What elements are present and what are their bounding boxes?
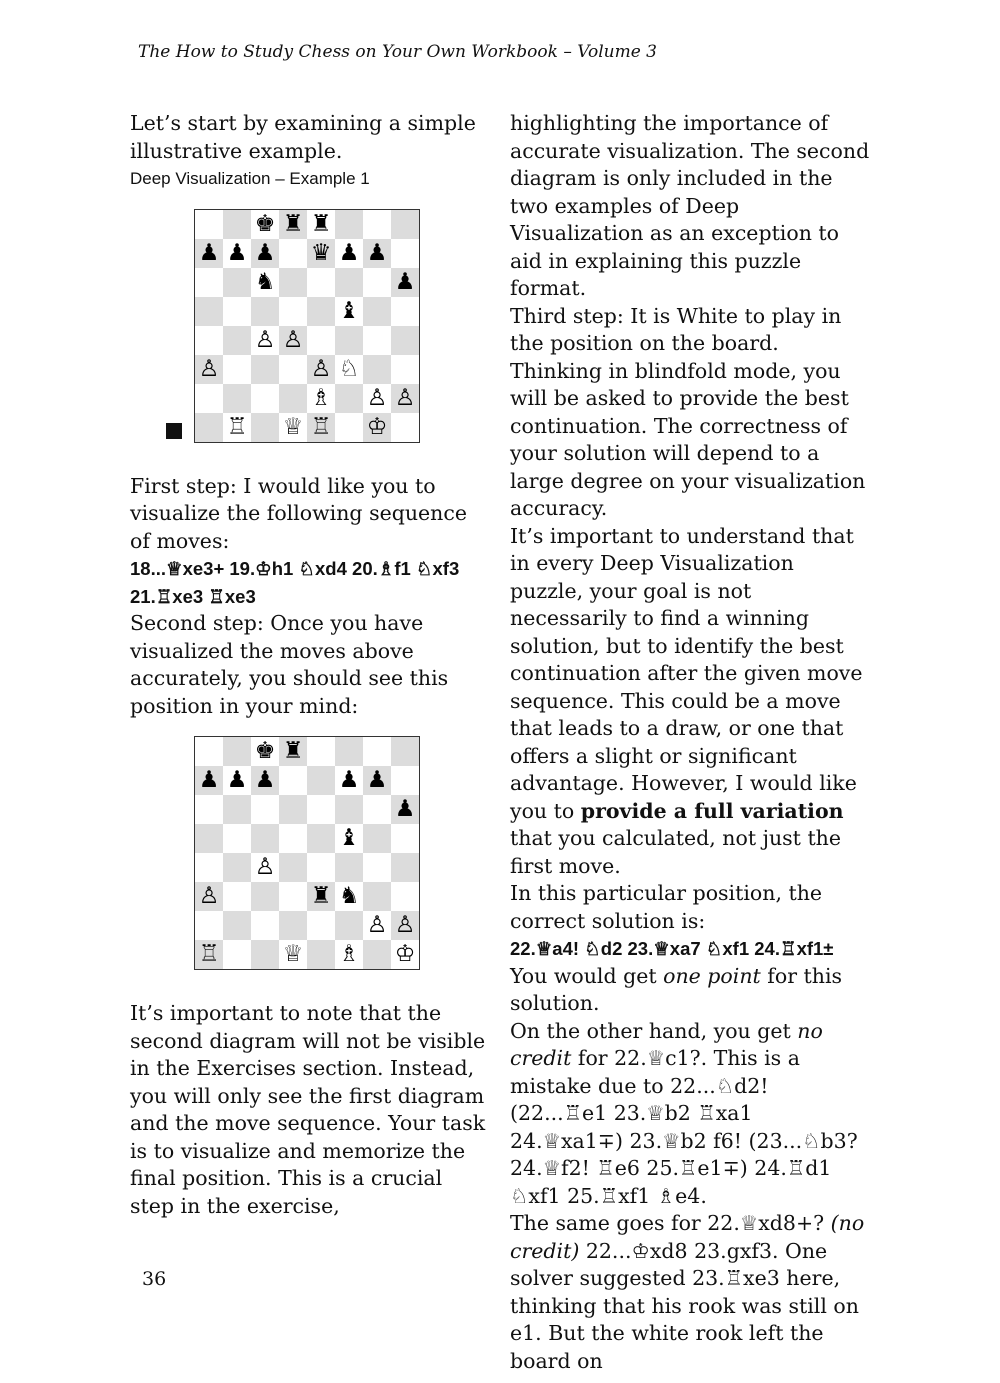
board-square (279, 824, 307, 853)
mistake-paragraph (510, 1018, 870, 1211)
board-square (279, 911, 307, 940)
chess-piece: ♟ (195, 239, 223, 268)
board-square (279, 355, 307, 384)
left-column (130, 110, 490, 1220)
chess-piece: ♟ (391, 268, 419, 297)
board-square (279, 297, 307, 326)
chess-piece: ♙ (363, 911, 391, 940)
board-square (335, 268, 363, 297)
board-square (391, 824, 419, 853)
chess-piece: ♟ (335, 766, 363, 795)
italic-phrase: (no credit) (510, 1211, 865, 1263)
chess-diagram-2 (194, 736, 420, 970)
chess-piece: ♛ (307, 239, 335, 268)
board-square (279, 239, 307, 268)
chess-piece: ♙ (391, 911, 419, 940)
note-paragraph: It’s important to note that the second diagram will not be visible in the Exercises section. Instead, you will only see the first diagram and the move sequence. Your task is to visualize and memorize the final position. This is a crucial step in the exercise, (130, 1001, 486, 1218)
text-span: It’s important to understand that in every Deep Visualization puzzle, your goal is not necessarily to find a winning solution, but to identify the best continuation after the given move sequence. This could be a move that leads to a draw, or one that offers a slight or significant advantage. However, I would like you to (510, 523, 863, 823)
board-square (363, 795, 391, 824)
board-square (223, 326, 251, 355)
board-square (195, 911, 223, 940)
diagram-caption: Deep Visualization – Example 1 (130, 169, 370, 188)
chess-piece: ♗ (335, 940, 363, 969)
right-column (510, 110, 870, 1375)
chess-piece: ♗ (307, 384, 335, 413)
board-square (391, 413, 419, 442)
board-square (307, 737, 335, 766)
chess-piece: ♟ (251, 766, 279, 795)
board-square (223, 882, 251, 911)
board-square (223, 853, 251, 882)
chess-piece: ♟ (391, 795, 419, 824)
chess-piece: ♙ (279, 326, 307, 355)
board-square (391, 326, 419, 355)
board-square (195, 795, 223, 824)
board-square (223, 940, 251, 969)
board-square (223, 297, 251, 326)
board-square (223, 355, 251, 384)
chess-diagram-1 (194, 209, 420, 443)
chess-piece: ♔ (363, 413, 391, 442)
board-square (335, 210, 363, 239)
chess-piece: ♜ (279, 737, 307, 766)
same-goes-paragraph (510, 1210, 870, 1375)
board-square (195, 384, 223, 413)
board-square (363, 210, 391, 239)
board-square (391, 355, 419, 384)
solution-moves: 22.♕a4! ♘d2 23.♕xa7 ♘xf1 24.♖xf1± (510, 938, 834, 959)
chess-piece: ♕ (279, 940, 307, 969)
chess-piece: ♞ (251, 268, 279, 297)
board-square (363, 268, 391, 297)
chess-piece: ♙ (251, 853, 279, 882)
chess-piece: ♟ (223, 766, 251, 795)
board-square (251, 297, 279, 326)
board-square (195, 297, 223, 326)
board-square (195, 326, 223, 355)
board-square (223, 824, 251, 853)
board-square (251, 384, 279, 413)
chess-piece: ♘ (335, 355, 363, 384)
chess-piece: ♙ (195, 355, 223, 384)
board-square (279, 882, 307, 911)
board-square (307, 326, 335, 355)
text-span: for 22.♕c1?. This is a mistake due to 22...♘d2! (22...♖e1 23.♕b2 ♖xa1 24.♕xa1∓) 23.♕b2 f6! (23...♘b3? 24.♕f2! ♖e6 25.♖e1∓) 24.♖d1 ♘xf1 25.♖xf1 ♗e4. (510, 1046, 858, 1208)
chess-piece: ♙ (195, 882, 223, 911)
running-header: The How to Study Chess on Your Own Workbook – Volume 3 (138, 42, 657, 62)
board-square (251, 413, 279, 442)
board-square (195, 853, 223, 882)
board-square (363, 824, 391, 853)
text-span: 22...♔xd8 23.gxf3. One solver suggested 23.♖xe3 here, thinking that his rook was still on e1. But the white rook left the board on (510, 1238, 859, 1373)
chess-piece: ♙ (391, 384, 419, 413)
board-square (307, 268, 335, 297)
board-square (363, 882, 391, 911)
board-square (251, 882, 279, 911)
board-square (335, 413, 363, 442)
chess-piece: ♜ (307, 882, 335, 911)
board-square (307, 297, 335, 326)
second-step-paragraph: Second step: Once you have visualized the moves above accurately, you should see this position in your mind: (130, 611, 449, 718)
board-square (391, 239, 419, 268)
board-square (251, 911, 279, 940)
chess-piece: ♚ (251, 210, 279, 239)
black-to-move-marker (166, 423, 182, 439)
board-square (335, 911, 363, 940)
chess-piece: ♙ (251, 326, 279, 355)
text-span: The same goes for 22.♕xd8+? (510, 1211, 831, 1235)
chess-piece: ♙ (363, 384, 391, 413)
chess-piece: ♔ (391, 940, 419, 969)
board-square (391, 882, 419, 911)
board-square (307, 824, 335, 853)
board-square (223, 210, 251, 239)
board-square (251, 355, 279, 384)
board-square (335, 326, 363, 355)
chess-piece: ♝ (335, 824, 363, 853)
chess-piece: ♖ (223, 413, 251, 442)
board-square (363, 737, 391, 766)
page-number: 36 (142, 1268, 167, 1290)
chess-piece: ♖ (307, 413, 335, 442)
board-square (391, 210, 419, 239)
chess-piece: ♟ (195, 766, 223, 795)
board-square (363, 355, 391, 384)
chess-piece: ♟ (251, 239, 279, 268)
bold-phrase: provide a full variation (580, 798, 844, 823)
board-square (279, 268, 307, 297)
board-square (307, 853, 335, 882)
board-square (223, 384, 251, 413)
board-square (223, 268, 251, 297)
board-square (195, 737, 223, 766)
scoring-paragraph (510, 963, 870, 1018)
board-square (335, 795, 363, 824)
first-step-paragraph: First step: I would like you to visualize the following sequence of moves: (130, 473, 467, 553)
chess-piece: ♚ (251, 737, 279, 766)
chess-piece: ♙ (307, 355, 335, 384)
italic-phrase: no credit (510, 1018, 823, 1070)
chess-piece: ♟ (335, 239, 363, 268)
board-square (307, 911, 335, 940)
board-square (391, 766, 419, 795)
board-square (195, 413, 223, 442)
third-step-paragraph: Third step: It is White to play in the position on the board. Thinking in blindfold mode, you will be asked to provide the best continuation. The correctness of your solution will depend to a large degree on your visualization accuracy. (510, 303, 866, 520)
board-square (195, 268, 223, 297)
board-square (363, 297, 391, 326)
chess-piece: ♖ (195, 940, 223, 969)
board-square (391, 297, 419, 326)
board-square (391, 853, 419, 882)
move-sequence: 18...♕xe3+ 19.♔h1 ♘xd4 20.♗f1 ♘xf3 21.♖xe3 ♖xe3 (130, 558, 460, 607)
board-square (279, 795, 307, 824)
chessboard (194, 209, 420, 443)
board-square (279, 384, 307, 413)
chessboard (194, 736, 420, 970)
board-square (223, 911, 251, 940)
board-square (335, 384, 363, 413)
solution-intro: In this particular position, the correct solution is: (510, 881, 823, 933)
board-square (251, 795, 279, 824)
text-span: You would get (510, 963, 664, 988)
board-square (363, 940, 391, 969)
board-square (335, 853, 363, 882)
board-square (363, 853, 391, 882)
board-square (223, 737, 251, 766)
board-square (251, 940, 279, 969)
board-square (279, 766, 307, 795)
board-square (307, 940, 335, 969)
board-square (223, 795, 251, 824)
chess-piece: ♕ (279, 413, 307, 442)
board-square (195, 824, 223, 853)
board-square (391, 737, 419, 766)
chess-piece: ♜ (279, 210, 307, 239)
board-square (251, 824, 279, 853)
intro-paragraph: Let’s start by examining a simple illustrative example. (130, 111, 476, 163)
chess-piece: ♝ (335, 297, 363, 326)
board-square (363, 326, 391, 355)
board-square (195, 210, 223, 239)
board-square (307, 795, 335, 824)
chess-piece: ♞ (335, 882, 363, 911)
board-square (279, 853, 307, 882)
text-span: that you calculated, not just the first move. (510, 826, 842, 878)
importance-paragraph (510, 523, 870, 881)
chess-piece: ♟ (363, 239, 391, 268)
text-span: for this solution. (510, 963, 843, 1015)
board-square (307, 766, 335, 795)
chess-piece: ♜ (307, 210, 335, 239)
text-span: On the other hand, you get (510, 1018, 798, 1043)
italic-phrase: one point (663, 963, 761, 988)
continuation-paragraph: highlighting the importance of accurate visualization. The second diagram is only included in the two examples of Deep Visualization as an exception to aid in explaining this puzzle format. (510, 111, 870, 300)
board-square (335, 737, 363, 766)
chess-piece: ♟ (363, 766, 391, 795)
chess-piece: ♟ (223, 239, 251, 268)
